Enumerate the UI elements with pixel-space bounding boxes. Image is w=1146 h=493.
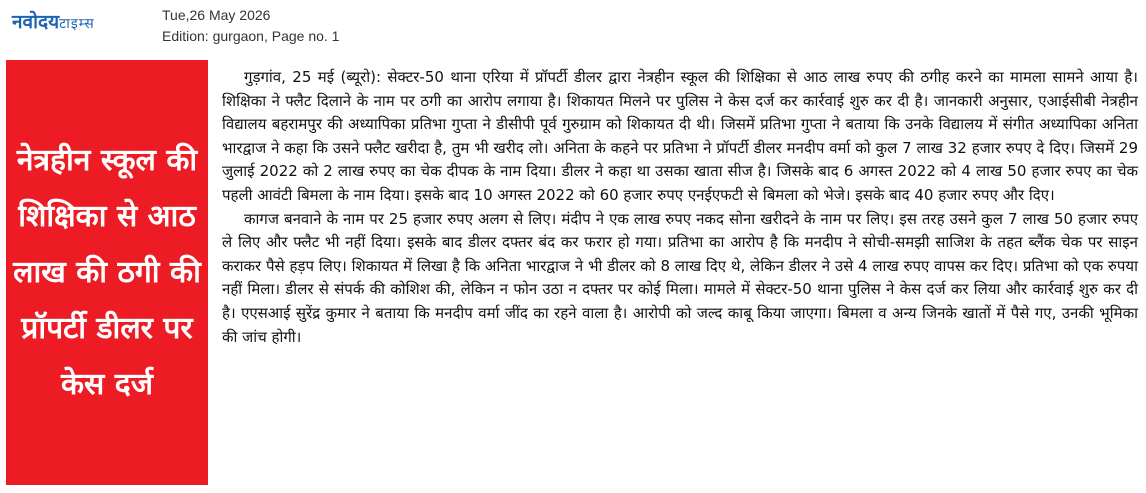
edition-date: Tue,26 May 2026: [162, 7, 271, 23]
headline: नेत्रहीन स्कूल की शिक्षिका से आठ लाख की ठगी की प्रॉपर्टी डीलर पर केस दर्ज: [13, 142, 201, 402]
page-header: [0, 0, 1146, 52]
headline-box: [6, 60, 208, 485]
logo-main: नवोदय: [12, 11, 60, 33]
edition-page: Edition: gurgaon, Page no. 1: [162, 28, 340, 44]
article-paragraph-2: कागज बनवाने के नाम पर 25 हजार रुपए अलग से लिए। मंदीप ने एक लाख रुपए नकद सोना खरीदने के नाम पर लिए। इस तरह उसने कुल 7 लाख 50 हजार रुपए ले लिए और फ्लैट भी नहीं दिया। इसके बाद डीलर दफ्तर बंद कर फरार हो गया। प्रतिभा का आरोप है कि मनदीप ने सोची-समझी साजिश के तहत ब्लैंक चेक पर साइन कराकर पैसे हड़प लिए। शिकायत में लिखा है कि अनिता भारद्वाज ने भी डीलर को 8 लाख दिए थे, लेकिन डीलर ने उसे 4 लाख रुपए वापस कर दिए। प्रतिभा को एक रुपया नहीं मिला। डीलर से संपर्क की कोशिश की, लेकिन न फोन उठा न दफ्तर पर कोई मिला। मामले में सेक्टर-50 थाना पुलिस ने केस दर्ज कर लिया और कार्रवाई शुरु कर दी है। एएसआई सुरेंद्र कुमार ने बताया कि मनदीप वर्मा जींद का रहने वाला है। आरोपी को जल्द काबू किया जाएगा। बिमला व अन्य जिनके खातों में पैसे गए, उनकी भूमिका की जांच होगी।: [222, 209, 1138, 346]
edition-info: [162, 5, 339, 47]
article-paragraph-1: गुड़गांव, 25 मई (ब्यूरो): सेक्टर-50 थाना एरिया में प्रॉपर्टी डीलर द्वारा नेत्रहीन स्कूल की शिक्षिका से आठ लाख रुपए की ठगीह करने का मामला सामने आया है। शिक्षिका ने फ्लैट दिलाने के नाम पर ठगी का आरोप लगाया है। शिकायत मिलने पर पुलिस ने केस दर्ज कर कार्रवाई शुरु कर दी है। जानकारी अनुसार, एआईसीबी नेत्रहीन विद्यालय बहरामपुर की अध्यापिका प्रतिभा गुप्ता ने डीसीपी पूर्व गुरुग्राम को शिकायत दी थी। जिसमें प्रतिभा गुप्ता ने बताया कि उनके विद्यालय में संगीत अध्यापिका अनिता भारद्वाज ने कहा कि उसने फ्लैट खरीदा है, तुम भी खरीद लो। अनिता के कहने पर प्रतिभा ने प्रॉपर्टी डीलर मनदीप वर्मा को कुल 7 लाख 32 हजार रुपए दे दिए। जिसमें 29 जुलाई 2022 को 2 लाख रुपए का चेक दीपक के नाम दिया। डीलर ने कहा था उसका खाता सीज है। जिसके बाद 6 अगस्त 2022 को 4 लाख 50 हजार रुपए का चेक पहली आवंटी बिमला के नाम दिया। इसके बाद 10 अगस्त 2022 को 60 हजार रुपए एनईएफटी से बिमला को भेजे। इसके बाद 40 हजार रुपए और दिए।: [222, 68, 1138, 204]
article-body: [222, 66, 1138, 486]
newspaper-logo: [12, 8, 95, 34]
logo-sub: टाइम्स: [59, 16, 95, 32]
